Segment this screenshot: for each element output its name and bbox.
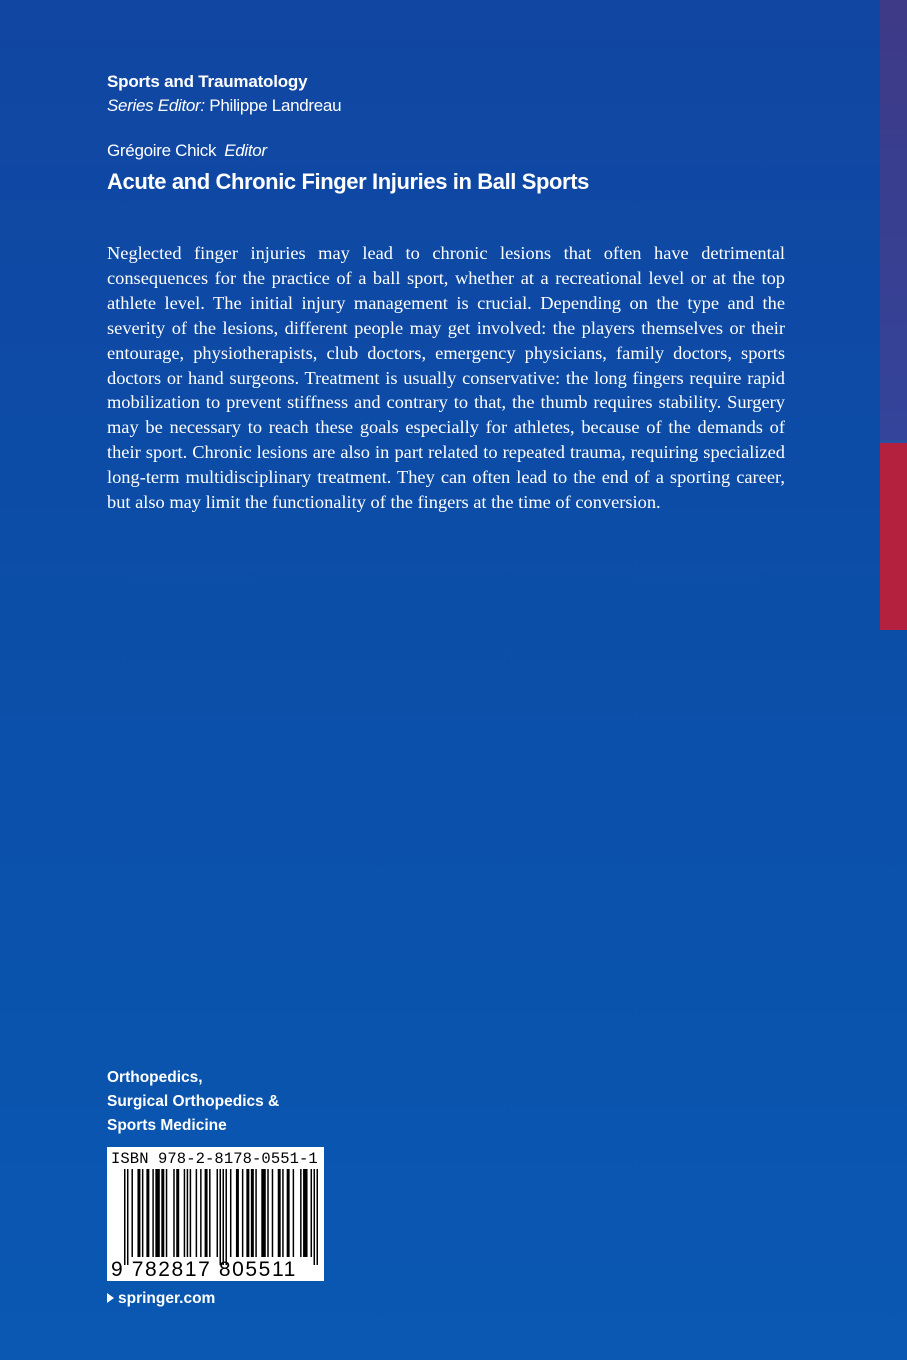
blurb-text: Neglected finger injuries may lead to chronic lesions that often have detrimental consequences for the practice of a ball sport, whether at a recreational level or at the top athlete level. The initial injury management is crucial. Depending on the type and the severity of the lesions, different people may get involved: the players themselves or their entourage, physiotherapists, club doctors, emergency physicians, family doctors, sports doctors or hand surgeons. Treatment is usually conservative: the long fingers require rapid mobilization to prevent stiffness and contrary to that, the thumb requires stability. Surgery may be necessary to reach these goals especially for athletes, because of the demands of their sport. Chronic lesions are also in part related to repeated trauma, requiring specialized long-term multidisciplinary treatment. They can often lead to the end of a sporting career, but also may limit the functionality of the fingers at the time of conversion. [107, 243, 785, 513]
barcode-bar [166, 1169, 167, 1257]
barcode-bar [184, 1169, 185, 1257]
barcode-bar [287, 1169, 290, 1257]
barcode-bar [187, 1169, 188, 1257]
barcode-bar [282, 1169, 283, 1257]
barcode-bar [161, 1169, 164, 1257]
barcode-bar [272, 1169, 273, 1257]
series-title: Sports and Traumatology [107, 72, 308, 91]
barcode-bar [220, 1169, 221, 1265]
arrow-right-icon [107, 1293, 114, 1303]
website-link[interactable] [107, 1288, 215, 1310]
barcode-bar [317, 1169, 318, 1265]
barcode-bar [190, 1169, 191, 1257]
barcode-bar [209, 1169, 210, 1257]
barcode-bar [217, 1169, 218, 1257]
barcode-bar [300, 1169, 301, 1257]
series-editor [107, 94, 341, 118]
subject-category [107, 1066, 279, 1138]
barcode-bar [173, 1169, 174, 1257]
barcode-bar [205, 1169, 208, 1257]
book-editor-role: Editor [224, 141, 267, 160]
barcode-bars [124, 1169, 318, 1265]
barcode-bar [303, 1169, 307, 1257]
subject-line: Surgical Orthopedics & [107, 1093, 280, 1110]
barcode-bar [196, 1169, 197, 1257]
barcode-bar [225, 1169, 226, 1265]
barcode-bar [314, 1169, 315, 1265]
barcode-bar [230, 1169, 231, 1257]
barcode-bar [242, 1169, 243, 1257]
barcode-bar [152, 1169, 153, 1257]
barcode-bar [155, 1169, 159, 1257]
barcode-bar [176, 1169, 179, 1257]
barcode-bar [255, 1169, 256, 1257]
subject-line: Sports Medicine [107, 1117, 227, 1134]
book-editor-name: Grégoire Chick [107, 141, 217, 160]
series-editor-name: Philippe Landreau [209, 96, 342, 115]
barcode-bar [246, 1169, 249, 1257]
barcode-bar [146, 1169, 149, 1257]
barcode-bar [127, 1169, 128, 1265]
book-title: Acute and Chronic Finger Injuries in Ball Sports [107, 169, 589, 194]
barcode-bar [311, 1169, 312, 1257]
red-strip-segment [880, 443, 907, 630]
barcode-bar [236, 1169, 239, 1257]
color-strip [880, 0, 907, 630]
barcode-bar [251, 1169, 254, 1257]
barcode-bar [131, 1169, 132, 1257]
isbn-barcode [107, 1147, 324, 1281]
barcode-bar [222, 1169, 223, 1265]
barcode-bar [261, 1169, 265, 1257]
series-block [107, 70, 341, 118]
subject-line: Orthopedics, [107, 1069, 203, 1086]
series-editor-label: Series Editor: [107, 96, 205, 115]
barcode-bar [278, 1169, 281, 1257]
barcode-bar [267, 1169, 268, 1257]
barcode-bar [142, 1169, 143, 1257]
barcode-bar [200, 1169, 201, 1257]
barcode-digits: 9 782817 805511 [111, 1258, 297, 1281]
website-text: springer.com [118, 1290, 216, 1307]
purple-strip-segment [880, 0, 907, 440]
barcode-bar [137, 1169, 140, 1257]
isbn-text: ISBN 978-2-8178-0551-1 [111, 1150, 318, 1168]
barcode-bar [293, 1169, 294, 1257]
barcode-bar [124, 1169, 125, 1265]
book-editor [107, 139, 267, 163]
